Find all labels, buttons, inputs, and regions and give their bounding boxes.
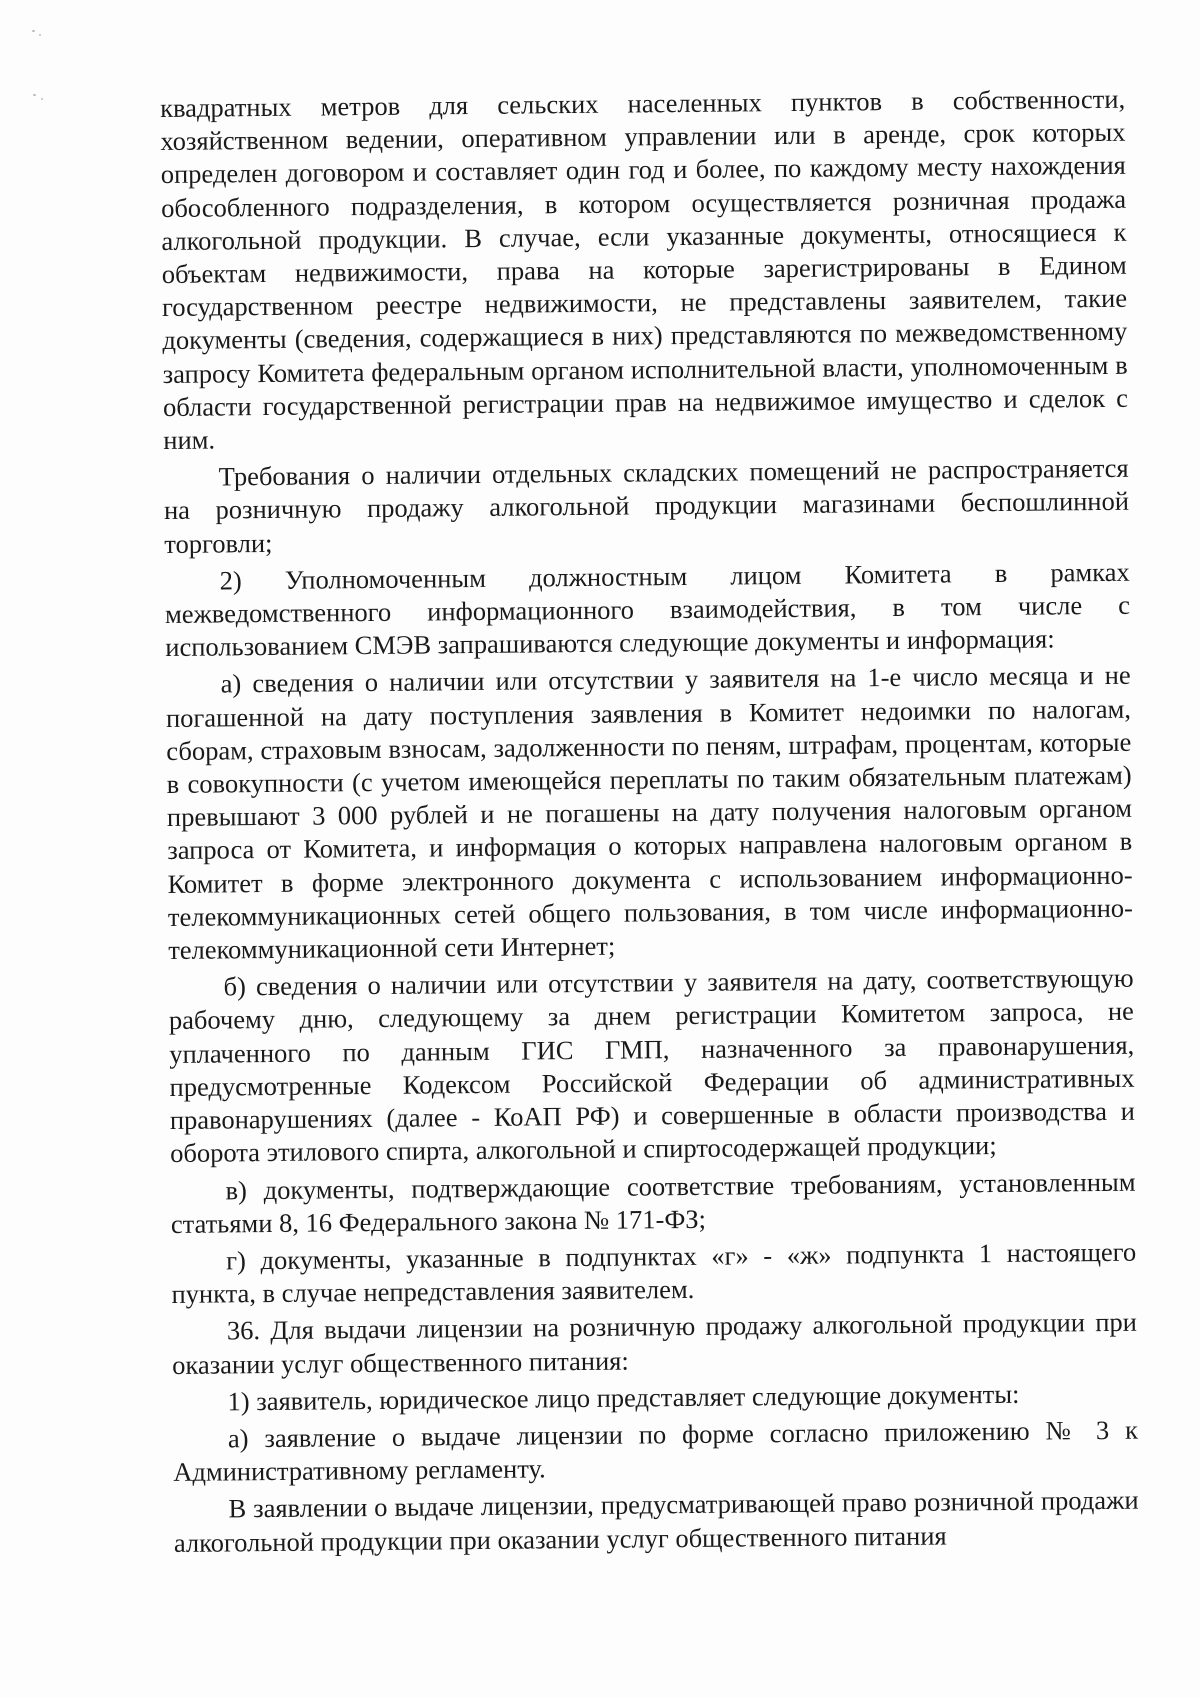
paragraph: б) сведения о наличии или отсутствии у заявителя на дату, соответствующую рабочему дню, следующему за днем регистрации Комитетом запроса, не уплаченного по данным ГИС ГМП, назначенного за правонарушения, предусмотренные Кодексом Российской Федерации об административных правонарушениях (далее - КоАП РФ) и совершенные в области производства и оборота этилового спирта, алкогольной и спиртосодержащей продукции; [168,962,1135,1169]
paragraph: квадратных метров для сельских населенных пунктов в собственности, хозяйственном ведении, оперативном управлении или в аренде, срок которых определен договором и составляет один год и более, по каждому месту нахождения обособленного подразделения, в котором осуществляется розничная продажа алкогольной продукции. В случае, если указанные документы, относящиеся к объектам недвижимости, права на которые зарегистрированы в Едином государственном реестре недвижимости, не представлены заявителем, такие документы (сведения, содержащиеся в них) представляются по межведомственному запросу Комитета федеральным органом исполнительной власти, уполномоченным в области государственной регистрации прав на недвижимое имущество и сделок с ним. [160,83,1129,456]
scan-speck [41,98,43,100]
document-body [160,83,1139,1560]
paragraph: 36. Для выдачи лицензии на розничную продажу алкогольной продукции при оказании услуг общественного питания: [172,1306,1137,1380]
paragraph: а) заявление о выдаче лицензии по форме согласно приложению № 3 к Административному регламенту. [173,1414,1139,1488]
scan-speck [32,30,35,32]
paragraph: а) сведения о наличии или отсутствии у заявителя на 1-е число месяца и не погашенной на дату поступления заявления в Комитет недоимки по налогам, сборам, страховым взносам, задолженности по пеням, штрафам, процентам, которые в совокупности (с учетом имеющейся переплаты по таким обязательным платежам) превышают 3 000 рублей и не погашены на дату получения налоговым органом запроса от Комитета, и информация о которых направлена налоговым органом в Комитет в форме электронного документа с использованием информационно-телекоммуникационных сетей общего пользования, в том числе информационно-телекоммуникационной сети Интернет; [165,660,1134,966]
scan-speck [39,34,41,36]
scan-speck [33,94,36,96]
paragraph: в) документы, подтверждающие соответствие требованиям, установленным статьями 8, 16 Федерального закона № 171-ФЗ; [170,1166,1136,1239]
scan-specks [30,28,50,108]
paragraph: 1) заявитель, юридическое лицо представляет следующие документы: [227,1378,1020,1417]
paragraph: 2) Уполномоченным должностным лицом Комитета в рамках межведомственного информационного взаимодействия, в том числе с использованием СМЭВ запрашиваются следующие документы и информация: [164,556,1131,663]
paragraph: В заявлении о выдаче лицензии, предусматривающей право розничной продажи алкогольной продукции при оказании услуг общественного питания [173,1485,1139,1558]
paragraph: г) документы, указанные в подпунктах «г» - «ж» подпункта 1 настоящего пункта, в случае непредставления заявителем. [171,1236,1137,1310]
paragraph: Требования о наличии отдельных складских помещений не распространяется на розничную продажу алкогольной продукции магазинами беспошлинной торговли; [163,452,1130,559]
